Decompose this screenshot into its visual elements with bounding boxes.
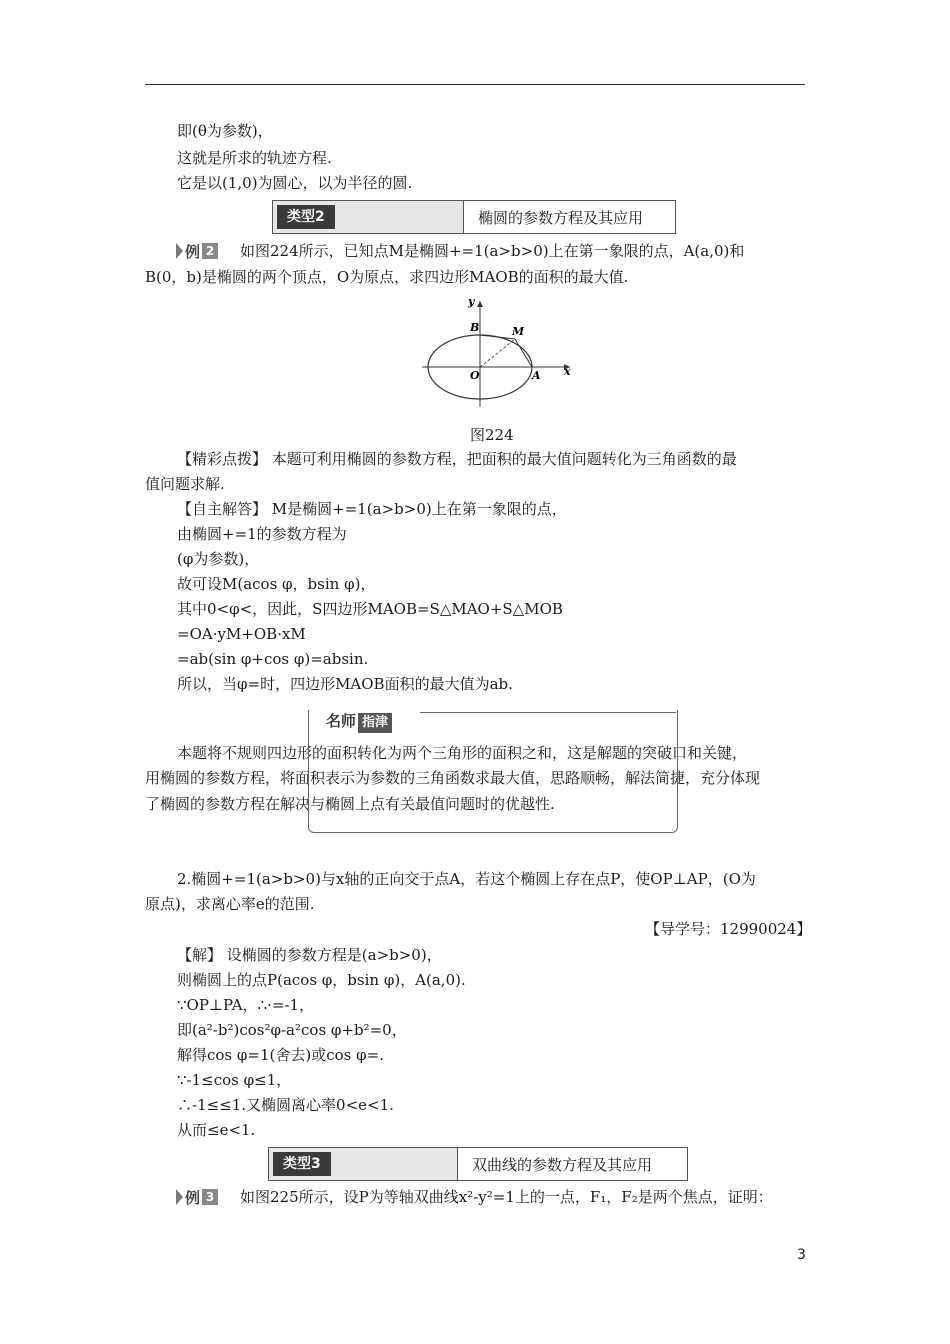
text-line: 从而≤e<1. [177,1121,256,1139]
text-line: 它是以(1,0)为圆心，以为半径的圆. [177,174,413,192]
text-line: 所以，当φ=时，四边形MAOB面积的最大值为ab. [177,675,513,693]
text-line: 原点)，求离心率e的范围. [145,895,315,913]
text-line: 【导学号：12990024】 [645,920,812,938]
text-line: 本题将不规则四边形的面积转化为两个三角形的面积之和，这是解题的突破口和关键， [177,744,748,762]
text-line: B(0，b)是椭圆的两个顶点，O为原点，求四边形MAOB的面积的最大值. [145,268,629,286]
page-number: 3 [797,1247,806,1263]
type-label: 类型3 [273,1152,331,1176]
example-label: 例 [185,242,201,261]
tip-rule [420,712,676,713]
text-line: 由椭圆+=1的参数方程为 [177,525,347,543]
text-line: 即(a²-b²)cos²φ-a²cos φ+b²=0， [177,1021,407,1039]
type-title: 双曲线的参数方程及其应用 [457,1148,652,1180]
figure-caption: 图224 [470,426,514,444]
text-line: 用椭圆的参数方程，将面积表示为参数的三角函数求最大值，思路顺畅，解法简捷，充分体现 [145,769,761,787]
text-line: =ab(sin φ+cos φ)=absin. [177,650,369,668]
fig-label-x: x [564,365,571,378]
text-line: 这就是所求的轨迹方程. [177,149,332,167]
text-line: 2.椭圆+=1(a>b>0)与x轴的正向交于点A，若这个椭圆上存在点P，使OP⊥AP，(O为 [177,870,756,888]
text-line: 【自主解答】 M是椭圆+=1(a>b>0)上在第一象限的点， [177,500,567,518]
arrow-icon [176,243,183,259]
example-number: 2 [202,243,218,259]
type-label: 类型2 [277,205,335,229]
text-line: 【精彩点拨】 本题可利用椭圆的参数方程，把面积的最大值问题转化为三角函数的最 [177,450,737,468]
tip-stamp: 指津 [358,713,392,733]
header-rule [145,84,805,85]
text-line: 值问题求解. [145,475,225,493]
type-title: 椭圆的参数方程及其应用 [463,201,643,233]
text-line: =OA·yM+OB·xM [177,625,306,643]
fig-label-a: A [532,369,541,382]
fig-label-m: M [512,325,525,338]
text-line: ∵OP⊥PA，∴·=-1， [177,996,315,1014]
arrow-icon [176,1189,183,1205]
text-line: 了椭圆的参数方程在解决与椭圆上点有关最值问题时的优越性. [145,795,555,813]
text-line: 故可设M(acos φ，bsin φ)， [177,575,376,593]
example-2-badge [176,242,218,260]
text-line: 如图224所示，已知点M是椭圆+=1(a>b>0)上在第一象限的点，A(a,0)和 [240,242,745,260]
text-line: 其中0<φ<，因此，S四边形MAOB=S△MAO+S△MOB [177,600,563,618]
example-label: 例 [185,1188,201,1207]
section-type-2 [272,200,676,234]
ellipse-figure [420,295,580,410]
text-line: 【解】 设椭圆的参数方程是(a>b>0)， [177,946,442,964]
fig-label-o: O [470,369,480,382]
text-line: 解得cos φ=1(舍去)或cos φ=. [177,1046,384,1064]
tip-header [308,708,676,734]
tip-name: 名师 [326,712,357,730]
text-line: 即(θ为参数)， [177,122,273,140]
fig-label-b: B [470,321,480,334]
text-line: ∴-1≤≤1.又椭圆离心率0<e<1. [177,1096,394,1114]
fig-label-y: y [468,295,475,308]
section-type-3 [268,1147,688,1181]
text-line: (φ为参数)， [177,550,260,568]
text-line: ∵-1≤cos φ≤1， [177,1071,292,1089]
text-line: 如图225所示，设P为等轴双曲线x²-y²=1上的一点，F₁，F₂是两个焦点，证明： [240,1188,773,1206]
example-3-badge [176,1188,218,1206]
example-number: 3 [202,1189,218,1205]
text-line: 则椭圆上的点P(acos φ，bsin φ)，A(a,0). [177,971,466,989]
